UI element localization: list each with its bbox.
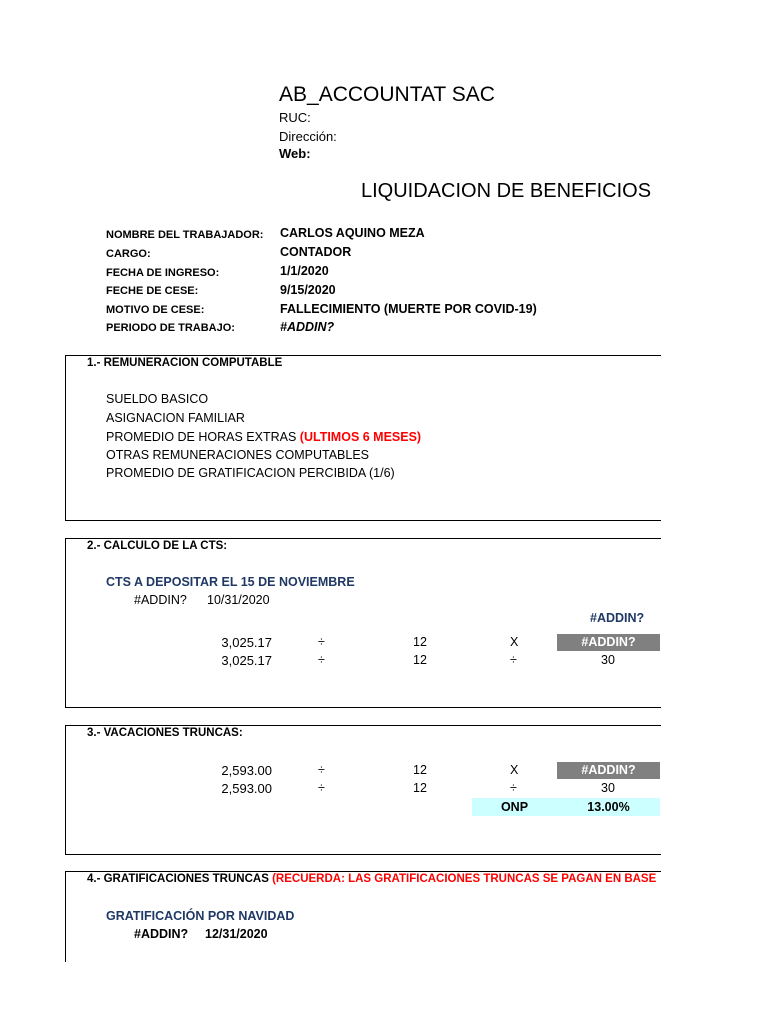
vac-row1-op2: X [510, 763, 519, 777]
navidad-period-start: #ADDIN? [134, 927, 189, 941]
onp-label: ONP [472, 798, 557, 816]
item-promedio-gratificacion: PROMEDIO DE GRATIFICACION PERCIBIDA (1/6) [106, 466, 395, 480]
item-otras-remuneraciones: OTRAS REMUNERACIONES COMPUTABLES [106, 448, 370, 462]
navidad-period-end: 12/31/2020 [205, 927, 268, 941]
vac-row1-amount: 2,593.00 [221, 763, 272, 778]
section1-title: 1.- REMUNERACION COMPUTABLE [87, 357, 283, 369]
cts-row1-op1: ÷ [318, 635, 325, 649]
section4-title-row [87, 873, 656, 885]
onp-value: 13.00% [557, 798, 660, 816]
horas-extras-note: (ULTIMOS 6 MESES) [299, 430, 422, 444]
document-title: LIQUIDACION DE BENEFICIOS [361, 180, 652, 202]
vac-row2-cell: 30 [601, 781, 615, 795]
periodo-value: #ADDIN? [280, 320, 335, 334]
motivo-value: FALLECIMIENTO (MUERTE POR COVID-19) [280, 302, 537, 316]
cts-period-end: 10/31/2020 [207, 593, 270, 607]
cts-header-right: #ADDIN? [590, 611, 645, 625]
web-label: Web: [279, 146, 311, 161]
vac-row2-op2: ÷ [510, 781, 517, 795]
vac-row2-op1: ÷ [318, 781, 325, 795]
vac-row2-div: 12 [413, 781, 427, 795]
ingreso-label: FECHA DE INGRESO: [106, 267, 220, 279]
vac-row1-cell: #ADDIN? [557, 762, 660, 779]
cts-row2-op2: ÷ [510, 653, 517, 667]
ruc-label: RUC: [279, 110, 311, 125]
cts-row1-amount: 3,025.17 [221, 635, 272, 650]
cese-value: 9/15/2020 [280, 283, 336, 297]
item-asignacion-familiar: ASIGNACION FAMILIAR [106, 411, 245, 425]
periodo-label: PERIODO DE TRABAJO: [106, 322, 235, 334]
item-horas-extras [106, 430, 421, 444]
cts-row2-amount: 3,025.17 [221, 653, 272, 668]
ingreso-value: 1/1/2020 [280, 264, 329, 278]
section2-title: 2.- CALCULO DE LA CTS: [87, 540, 228, 552]
cese-label: FECHE DE CESE: [106, 285, 199, 297]
vac-row1-op1: ÷ [318, 763, 325, 777]
section3-title: 3.- VACACIONES TRUNCAS: [87, 727, 243, 739]
motivo-label: MOTIVO DE CESE: [106, 304, 205, 316]
cargo-value: CONTADOR [280, 245, 352, 259]
navidad-subtitle: GRATIFICACIÓN POR NAVIDAD [106, 909, 295, 923]
page-edge-mask [661, 0, 768, 1024]
cts-row2-div: 12 [413, 653, 427, 667]
horas-extras-label: PROMEDIO DE HORAS EXTRAS [106, 430, 297, 444]
nombre-value: CARLOS AQUINO MEZA [280, 226, 425, 240]
cts-row1-cell: #ADDIN? [557, 634, 660, 651]
section4-title: 4.- GRATIFICACIONES TRUNCAS [87, 873, 269, 885]
direccion-label: Dirección: [279, 129, 337, 144]
cts-subtitle: CTS A DEPOSITAR EL 15 DE NOVIEMBRE [106, 575, 355, 589]
cts-row1-div: 12 [413, 635, 427, 649]
section4-note: (RECUERDA: LAS GRATIFICACIONES TRUNCAS SE PAGAN EN BASE [272, 873, 657, 885]
company-name: AB_ACCOUNTAT SAC [279, 83, 495, 106]
cts-row2-op1: ÷ [318, 653, 325, 667]
vac-row2-amount: 2,593.00 [221, 781, 272, 796]
cts-row2-cell: 30 [601, 653, 615, 667]
nombre-label: NOMBRE DEL TRABAJADOR: [106, 229, 264, 241]
cts-period-start: #ADDIN? [134, 593, 187, 607]
cargo-label: CARGO: [106, 248, 151, 260]
item-sueldo-basico: SUELDO BASICO [106, 392, 209, 406]
cts-row1-op2: X [510, 635, 519, 649]
vac-row1-div: 12 [413, 763, 427, 777]
